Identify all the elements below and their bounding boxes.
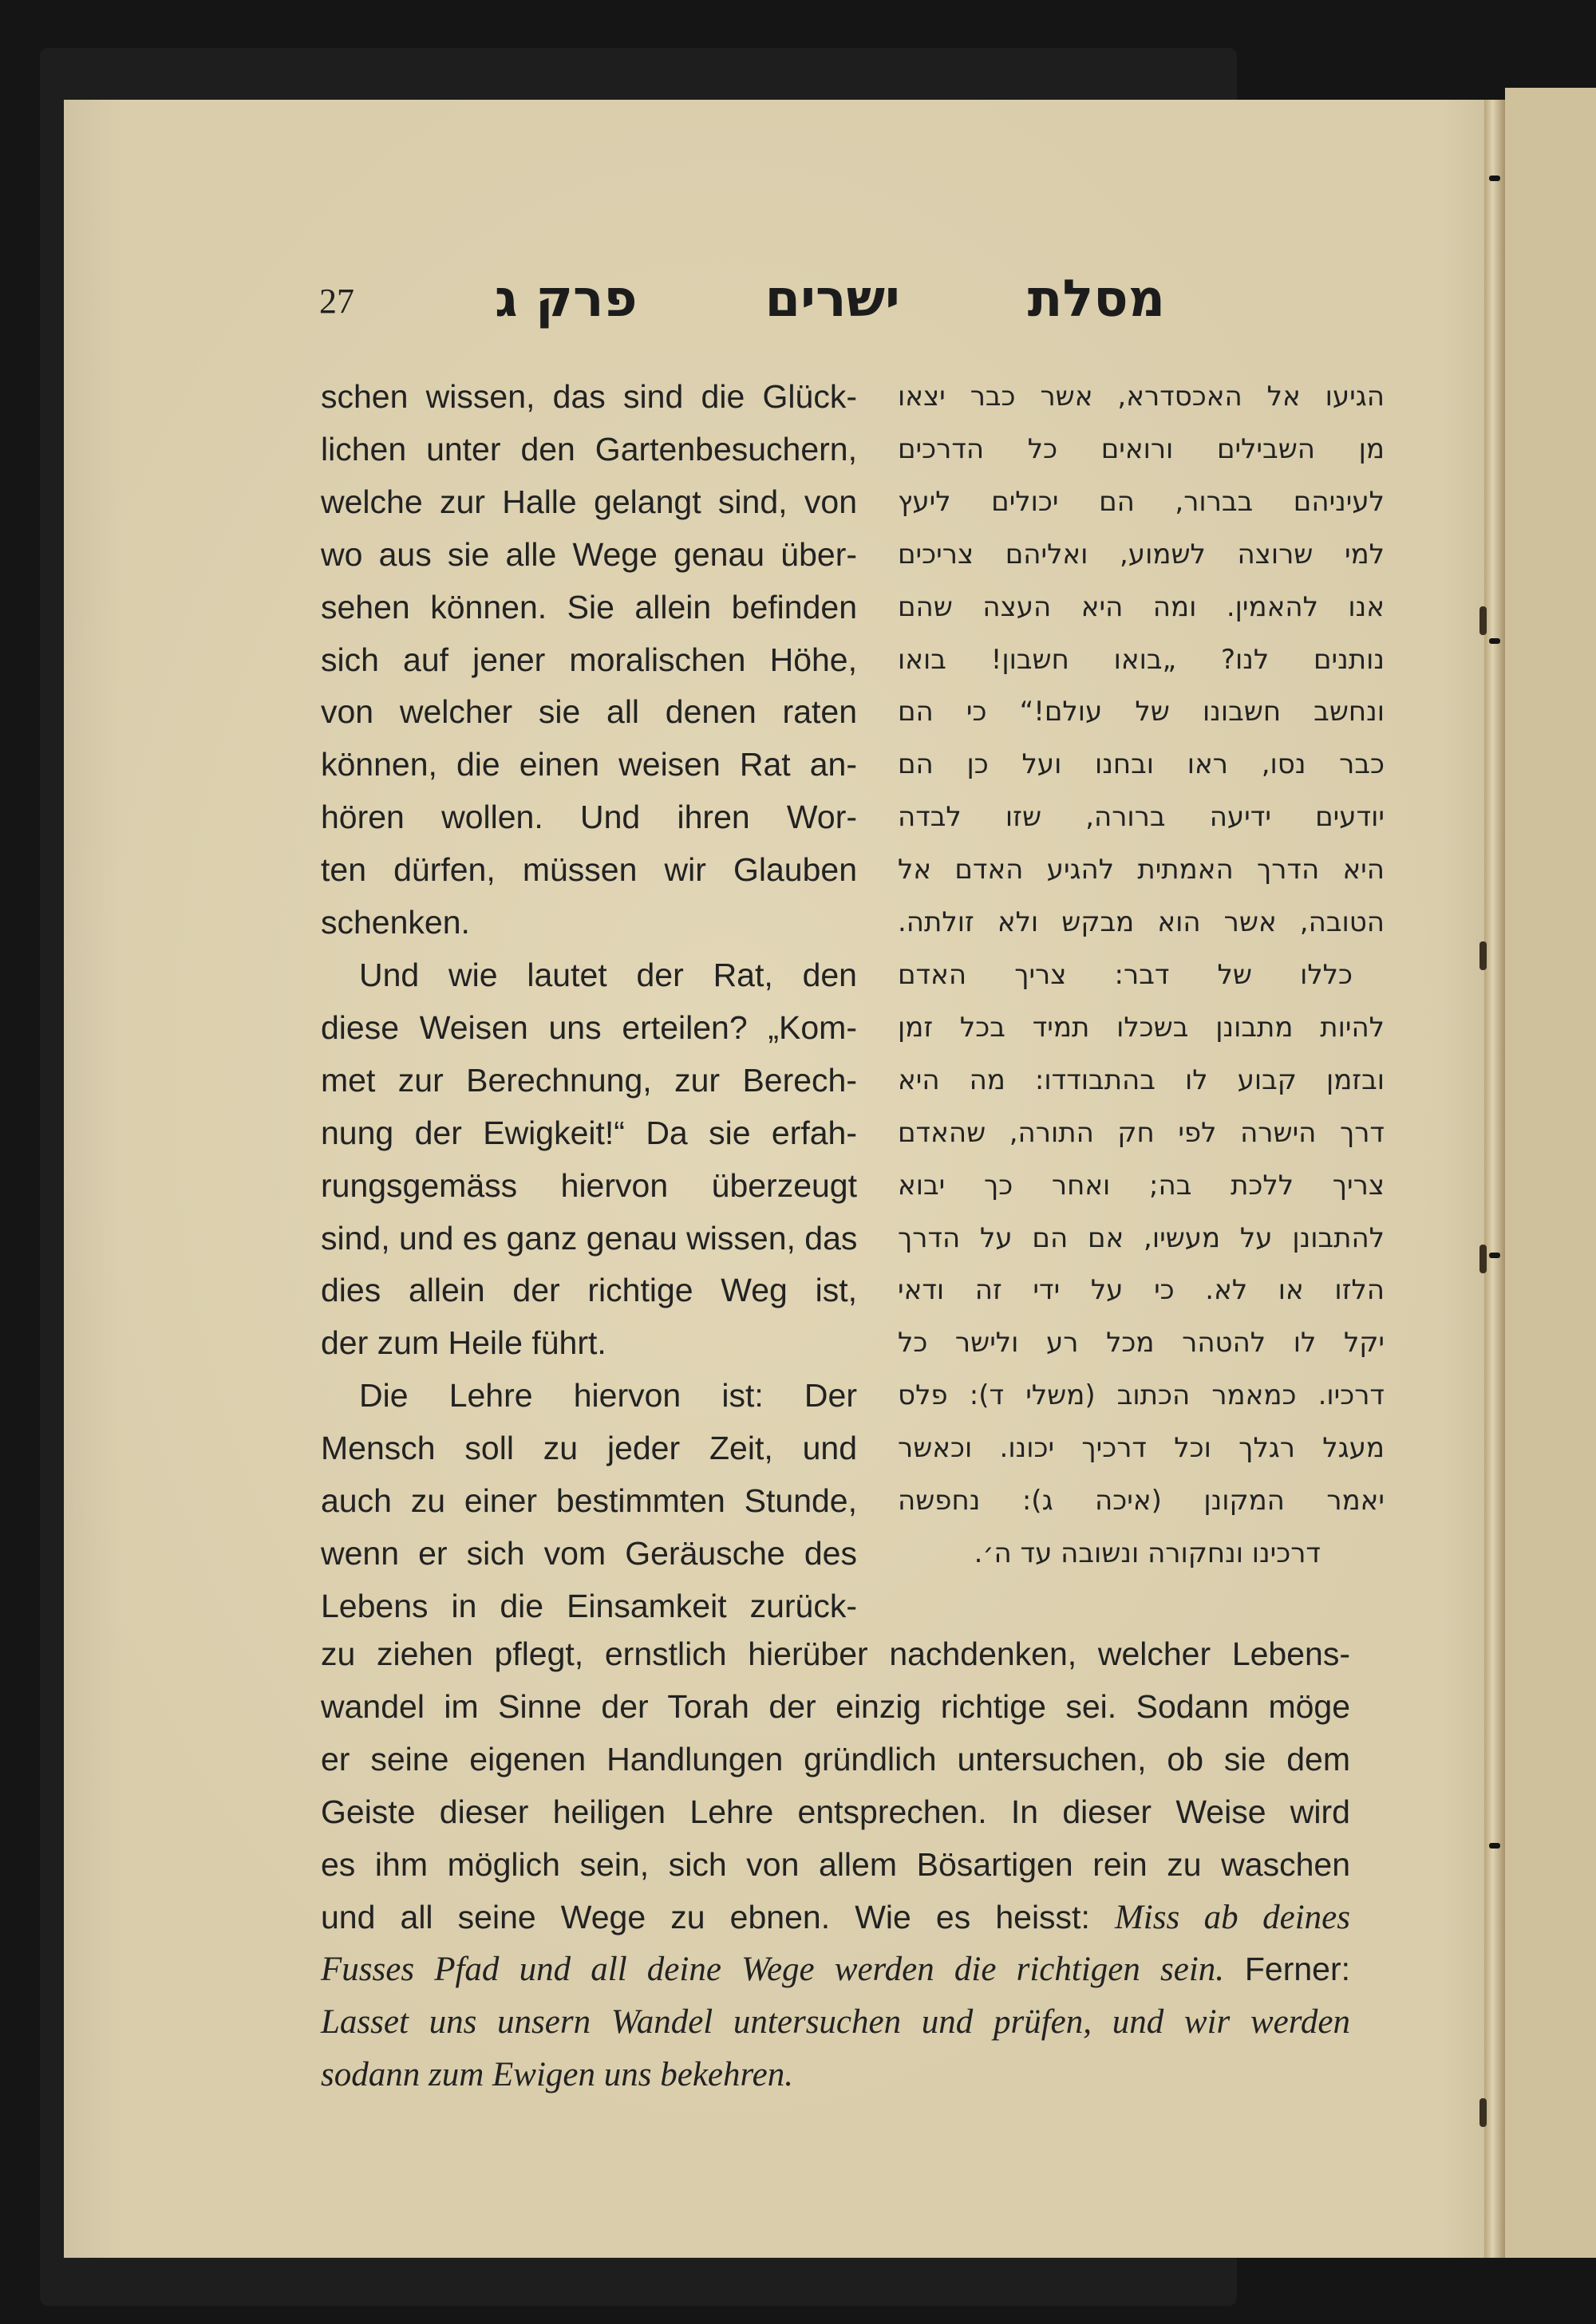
german-line: met zur Berechnung, zur Berech-: [321, 1061, 857, 1099]
german-line: sehen können. Sie allein befinden: [321, 588, 857, 625]
hebrew-line: מן השבילים ורואים כל הדרכים: [898, 432, 1385, 465]
german-line: dies allein der richtige Weg ist,: [321, 1272, 857, 1309]
hebrew-line: יקל לו להטהר מכל רע ולישר כל: [898, 1327, 1385, 1359]
hebrew-line: מעגל רגלך וכל דרכיך יכונו. וכאשר: [898, 1432, 1385, 1465]
quote-text: Fusses Pfad und all deine Wege werden die richtigen sein.: [321, 1951, 1225, 1989]
german-line: Die Lehre hiervon ist: Der: [359, 1377, 857, 1415]
german-text: Ferner:: [1224, 1951, 1350, 1988]
german-text: und all seine Wege zu ebnen. Wie es heisst:: [321, 1898, 1115, 1935]
hebrew-line: הלזו או לא. כי על ידי זה ודאי: [898, 1274, 1385, 1307]
hebrew-line: הטובה, אשר הוא מבקש ולא זולתה.: [898, 906, 1385, 939]
running-header: [495, 270, 1165, 329]
quote-line: sodann zum Ewigen uns bekehren.: [321, 2056, 793, 2094]
german-line: sich auf jener moralischen Höhe,: [321, 641, 857, 678]
german-line: schen wissen, das sind die Glück-: [321, 378, 857, 415]
hebrew-line: צריך ללכת בה; ואחר כך יבוא: [898, 1169, 1385, 1201]
hebrew-line: אנו להאמין. ומה היא העצה שהם: [898, 590, 1385, 623]
page-binding: [1484, 100, 1505, 2258]
hebrew-line: דרכינו ונחקורה ונשובה עד ה׳.: [974, 1537, 1321, 1569]
hebrew-line: דרך הישרה לפי חק התורה, שהאדם: [898, 1116, 1385, 1149]
german-line: hören wollen. Und ihren Wor-: [321, 799, 857, 836]
hebrew-line: ובזמן קבוע לו בהתבודדו: מה היא: [898, 1063, 1385, 1096]
header-title-word: ישרים: [764, 270, 900, 329]
german-line: [321, 1892, 1350, 1944]
german-line: Geiste dieser heiligen Lehre entsprechen. In dieser Weise wird: [321, 1793, 1350, 1830]
german-line: Lebens in die Einsamkeit zurück-: [321, 1587, 857, 1624]
binding-stitch: [1489, 1843, 1500, 1849]
german-line: Und wie lautet der Rat, den: [359, 956, 857, 993]
german-line: [321, 1943, 1350, 1996]
hebrew-line: להיות מתבונן בשכלו תמיד בכל זמן: [898, 1011, 1385, 1044]
german-line: nung der Ewigkeit!“ Da sie erfah-: [321, 1114, 857, 1151]
german-line: ten dürfen, müssen wir Glauben: [321, 851, 857, 889]
hebrew-line: למי שרוצה לשמוע, ואליהם צריכים: [898, 538, 1385, 570]
german-line: schenken.: [321, 904, 470, 941]
german-line: diese Weisen uns erteilen? „Kom-: [321, 1008, 857, 1046]
next-page-edge: [1505, 88, 1596, 2258]
page-edge-mark: [1479, 606, 1487, 635]
page-edge-mark: [1479, 2098, 1487, 2127]
german-line: wandel im Sinne der Torah der einzig richtige sei. Sodann möge: [321, 1687, 1350, 1725]
german-line: der zum Heile führt.: [321, 1324, 606, 1362]
binding-stitch: [1489, 176, 1500, 181]
header-title-word: מסלת: [1027, 270, 1165, 329]
hebrew-line: כללו של דבר: צריך האדם: [898, 958, 1353, 991]
german-line: sind, und es ganz genau wissen, das: [321, 1219, 858, 1257]
german-line: wo aus sie alle Wege genau über-: [321, 535, 857, 573]
header-chapter: פרק ג: [495, 270, 638, 329]
german-line: zu ziehen pflegt, ernstlich hierüber nachdenken, welcher Lebens-: [321, 1635, 1350, 1672]
german-column: [321, 371, 857, 1633]
german-line: können, die einen weisen Rat an-: [321, 746, 857, 783]
hebrew-line: הגיעו אל האכסדרא, אשר כבר יצאו: [898, 381, 1385, 412]
binding-stitch: [1489, 638, 1500, 644]
binding-stitch: [1489, 1253, 1500, 1258]
german-line: auch zu einer bestimmten Stunde,: [321, 1482, 857, 1520]
hebrew-line: נותנים לנו? „בואו חשבון! בואו: [898, 643, 1385, 676]
german-line: Mensch soll zu jeder Zeit, und: [321, 1430, 857, 1467]
german-line: es ihm möglich sein, sich von allem Bösartigen rein zu waschen: [321, 1845, 1350, 1883]
hebrew-line: היא הדרך האמתית להגיע האדם אל: [898, 854, 1385, 886]
page-number: 27: [319, 282, 354, 321]
quote-text: Miss ab deines: [1114, 1898, 1351, 1936]
hebrew-line: להתבונן על מעשיו, אם הם על הדרך: [898, 1221, 1385, 1254]
full-width-paragraph: [321, 1628, 1350, 2101]
hebrew-line: כבר נסו, ראו ובחנו ועל כן הם: [898, 748, 1385, 781]
page-edge-mark: [1479, 1245, 1487, 1273]
german-line: er seine eigenen Handlungen gründlich untersuchen, ob sie dem: [321, 1740, 1350, 1778]
hebrew-line: יאמר המקונן (איכה ג): נחפשה: [898, 1485, 1385, 1517]
hebrew-column: [898, 371, 1385, 1580]
german-line: lichen unter den Gartenbesuchern,: [321, 430, 857, 468]
german-line: wenn er sich vom Geräusche des: [321, 1534, 857, 1572]
page-edge-mark: [1479, 941, 1487, 970]
quote-line: Lasset uns unsern Wandel untersuchen und prüfen, und wir werden: [321, 2003, 1350, 2042]
hebrew-line: לעיניהם בברור, הם יכולים ליעץ: [898, 485, 1385, 518]
hebrew-line: דרכיו. כמאמר הכתוב (משלי ד): פלס: [898, 1379, 1385, 1412]
hebrew-line: יודעים ידיעה ברורה, שזו לבדה: [898, 801, 1385, 834]
german-line: welche zur Halle gelangt sind, von: [321, 483, 857, 520]
hebrew-line: ונחשב חשבונו של עולם!“ כי הם: [898, 696, 1385, 728]
german-line: von welcher sie all denen raten: [321, 693, 857, 731]
german-line: rungsgemäss hiervon überzeugt: [321, 1166, 857, 1204]
